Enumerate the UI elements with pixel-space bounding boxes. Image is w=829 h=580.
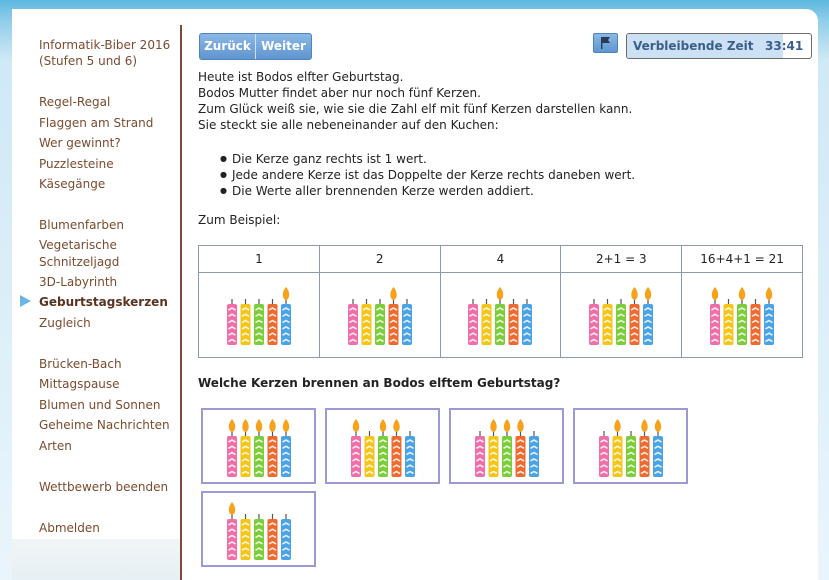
lit-candle [267,419,277,477]
next-button[interactable]: Weiter [261,39,306,53]
example-value: 4 [440,246,561,273]
remaining-time-label: Verbleibende Zeit [633,39,754,53]
unlit-candle [227,299,237,345]
candles-icon [707,284,777,346]
unlit-candle [482,299,492,345]
flame-icon [641,419,647,432]
lit-candle [378,419,388,477]
lit-candle [515,419,525,477]
intro-line: Sie steckt sie alle nebeneinander auf den Kuchen: [198,118,499,132]
lit-candle [281,419,291,477]
flame-icon [255,419,261,432]
sidebar-footer [12,539,180,580]
flame-icon [390,287,396,300]
sidebar-item-wer-gewinnt[interactable]: Wer gewinnt? [39,136,121,150]
rules-list [220,151,635,199]
lit-candle [351,419,361,477]
flame-icon [632,287,638,300]
flame-icon [228,419,234,432]
candles-icon [224,284,294,346]
sidebar-item-bruecken-bach[interactable]: Brücken-Bach [39,357,122,371]
unlit-candle [616,299,626,345]
unlit-candle [509,299,519,345]
intro-line: Bodos Mutter findet aber nur noch fünf Kerzen. [198,86,481,100]
unlit-candle [348,299,358,345]
lit-candle [227,502,237,560]
answer-choice-5[interactable] [201,491,316,567]
sidebar-item-puzzlesteine[interactable]: Puzzlesteine [39,157,114,171]
remaining-time-bar [626,33,812,59]
candles-icon [586,284,656,346]
back-button[interactable]: Zurück [200,34,256,59]
lit-candle [281,287,291,345]
candles-icon [596,416,666,478]
example-candles [561,273,682,358]
candles-icon [224,416,294,478]
unlit-candle [603,299,613,345]
unlit-candle [267,299,277,345]
lit-candle [737,287,747,345]
lit-candle [710,287,720,345]
sidebar-item-zugleich[interactable]: Zugleich [39,316,91,330]
end-contest-link[interactable]: Wettbewerb beenden [39,480,169,494]
unlit-candle [254,514,264,560]
flame-icon [766,287,772,300]
example-value: 16+4+1 = 21 [682,246,803,273]
unlit-candle [529,431,539,477]
navigation-buttons [199,33,312,60]
candles-icon [348,416,418,478]
unlit-candle [364,431,374,477]
unlit-candle [402,299,412,345]
unlit-candle [724,299,734,345]
sidebar-item-schnitzeljagd[interactable]: Schnitzeljagd [39,255,120,269]
flame-icon [393,419,399,432]
lit-candle [639,419,649,477]
sidebar-item-blumenfarben[interactable]: Blumenfarben [39,218,124,232]
unlit-candle [240,299,250,345]
flame-icon [503,419,509,432]
intro-line: Zum Glück weiß sie, wie sie die Zahl elf mit fünf Kerzen darstellen kann. [198,102,633,116]
answer-choice-2[interactable] [325,408,440,484]
flame-icon [379,419,385,432]
example-candles [199,273,320,358]
flame-icon [739,287,745,300]
flame-icon [283,287,289,300]
lit-candle [254,419,264,477]
example-candles [682,273,803,358]
flag-icon [601,37,611,49]
rule-item: ● Die Kerze ganz rechts ist 1 wert. [220,151,635,167]
sidebar-item-3d-labyrinth[interactable]: 3D-Labyrinth [39,275,118,289]
candles-icon [345,284,415,346]
sidebar-item-blumen-und-sonnen[interactable]: Blumen und Sonnen [39,398,161,412]
example-label: Zum Beispiel: [198,213,281,227]
unlit-candle [599,431,609,477]
unlit-candle [281,514,291,560]
task-intro [198,69,632,133]
lit-candle [764,287,774,345]
lit-candle [630,287,640,345]
contest-title [39,37,170,69]
unlit-candle [267,514,277,560]
flame-icon [242,419,248,432]
unlit-candle [405,431,415,477]
unlit-candle [589,299,599,345]
lit-candle [391,419,401,477]
lit-candle [495,287,505,345]
example-table [198,245,803,358]
flame-icon [712,287,718,300]
answer-choice-1[interactable] [201,408,316,484]
flame-icon [282,419,288,432]
lit-candle [502,419,512,477]
example-candles [319,273,440,358]
intro-line: Heute ist Bodos elfter Geburtstag. [198,70,404,84]
lit-candle [612,419,622,477]
unlit-candle [522,299,532,345]
lit-candle [388,287,398,345]
answer-choice-3[interactable] [449,408,564,484]
sidebar-item-geburtstagskerzen[interactable]: Geburtstagskerzen [39,295,168,309]
remaining-time-value: 33:41 [765,39,804,53]
example-value: 2 [319,246,440,273]
flame-icon [269,419,275,432]
unlit-candle [375,299,385,345]
flame-icon [645,287,651,300]
candles-icon [465,284,535,346]
flame-icon [614,419,620,432]
candles-icon [472,416,542,478]
contest-title-line2: (Stufen 5 und 6) [39,54,138,68]
lit-candle [643,287,653,345]
unlit-candle [475,431,485,477]
sidebar-divider [180,25,182,580]
example-candles [440,273,561,358]
candles-icon [224,499,294,561]
answer-choice-4[interactable] [573,408,688,484]
example-value: 2+1 = 3 [561,246,682,273]
task-area [198,9,808,580]
flame-icon [517,419,523,432]
logout-link[interactable]: Abmelden [39,521,100,535]
sidebar [12,9,180,539]
flame-icon [497,287,503,300]
unlit-candle [361,299,371,345]
flame-icon [490,419,496,432]
page [12,9,818,580]
unlit-candle [751,299,761,345]
lit-candle [227,419,237,477]
unlit-candle [240,514,250,560]
unlit-candle [254,299,264,345]
lit-candle [653,419,663,477]
lit-candle [240,419,250,477]
flame-icon [352,419,358,432]
question-text: Welche Kerzen brennen an Bodos elftem Geburtstag? [198,376,561,390]
sidebar-item-geheime-nachrichten[interactable]: Geheime Nachrichten [39,418,170,432]
sidebar-item-mittagspause[interactable]: Mittagspause [39,377,120,391]
rule-item: ● Jede andere Kerze ist das Doppelte der Kerze rechts daneben wert. [220,167,635,183]
flag-task-button[interactable] [593,33,618,53]
flame-icon [654,419,660,432]
sidebar-item-vegetarische[interactable]: Vegetarische [39,238,117,252]
flame-icon [228,502,234,515]
unlit-candle [468,299,478,345]
active-task-arrow-icon [20,295,31,307]
contest-title-line1: Informatik-Biber 2016 [39,38,171,52]
lit-candle [488,419,498,477]
unlit-candle [626,431,636,477]
example-value: 1 [199,246,320,273]
sidebar-item-arten[interactable]: Arten [39,439,72,453]
sidebar-item-regel-regal[interactable]: Regel-Regal [39,95,111,109]
rule-item: ● Die Werte aller brennenden Kerze werden addiert. [220,183,635,199]
sidebar-item-kaesegaenge[interactable]: Käsegänge [39,177,106,191]
sidebar-item-flaggen-am-strand[interactable]: Flaggen am Strand [39,116,154,130]
